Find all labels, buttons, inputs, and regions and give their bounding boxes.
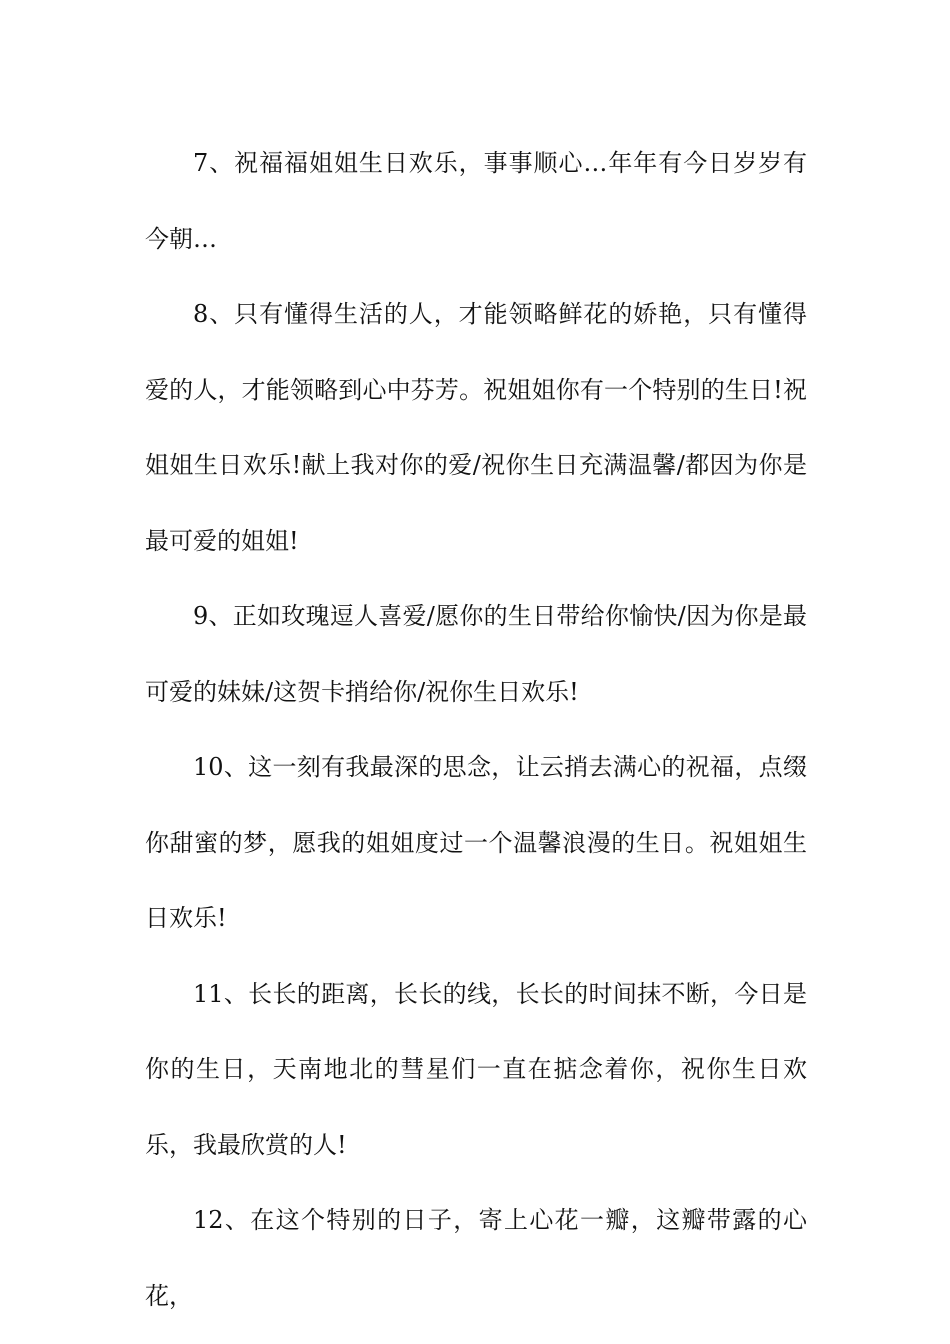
paragraph-11: 11、长长的距离，长长的线，长长的时间抹不断，今日是你的生日，天南地北的彗星们一直在掂念着你，祝你生日欢乐，我最欣赏的人! bbox=[145, 979, 807, 1159]
paragraph-10: 10、这一刻有我最深的思念，让云捎去满心的祝福，点缀你甜蜜的梦，愿我的姐姐度过一个温馨浪漫的生日。祝姐姐生日欢乐! bbox=[145, 753, 807, 932]
paragraph-9: 9、正如玫瑰逗人喜爱/愿你的生日带给你愉快/因为你是最可爱的妹妹/这贺卡捎给你/祝你生日欢乐! bbox=[145, 602, 807, 706]
document-body bbox=[145, 126, 807, 1334]
paragraph-7: 7、祝福福姐姐生日欢乐，事事顺心…年年有今日岁岁有今朝… bbox=[145, 149, 807, 253]
paragraph-12: 12、在这个特别的日子，寄上心花一瓣，这瓣带露的心花， bbox=[145, 1206, 807, 1310]
paragraph-8: 8、只有懂得生活的人，才能领略鲜花的娇艳，只有懂得爱的人，才能领略到心中芬芳。祝姐姐你有一个特别的生日!祝姐姐生日欢乐!献上我对你的爱/祝你生日充满温馨/都因为你是最可爱的姐姐! bbox=[145, 300, 807, 555]
